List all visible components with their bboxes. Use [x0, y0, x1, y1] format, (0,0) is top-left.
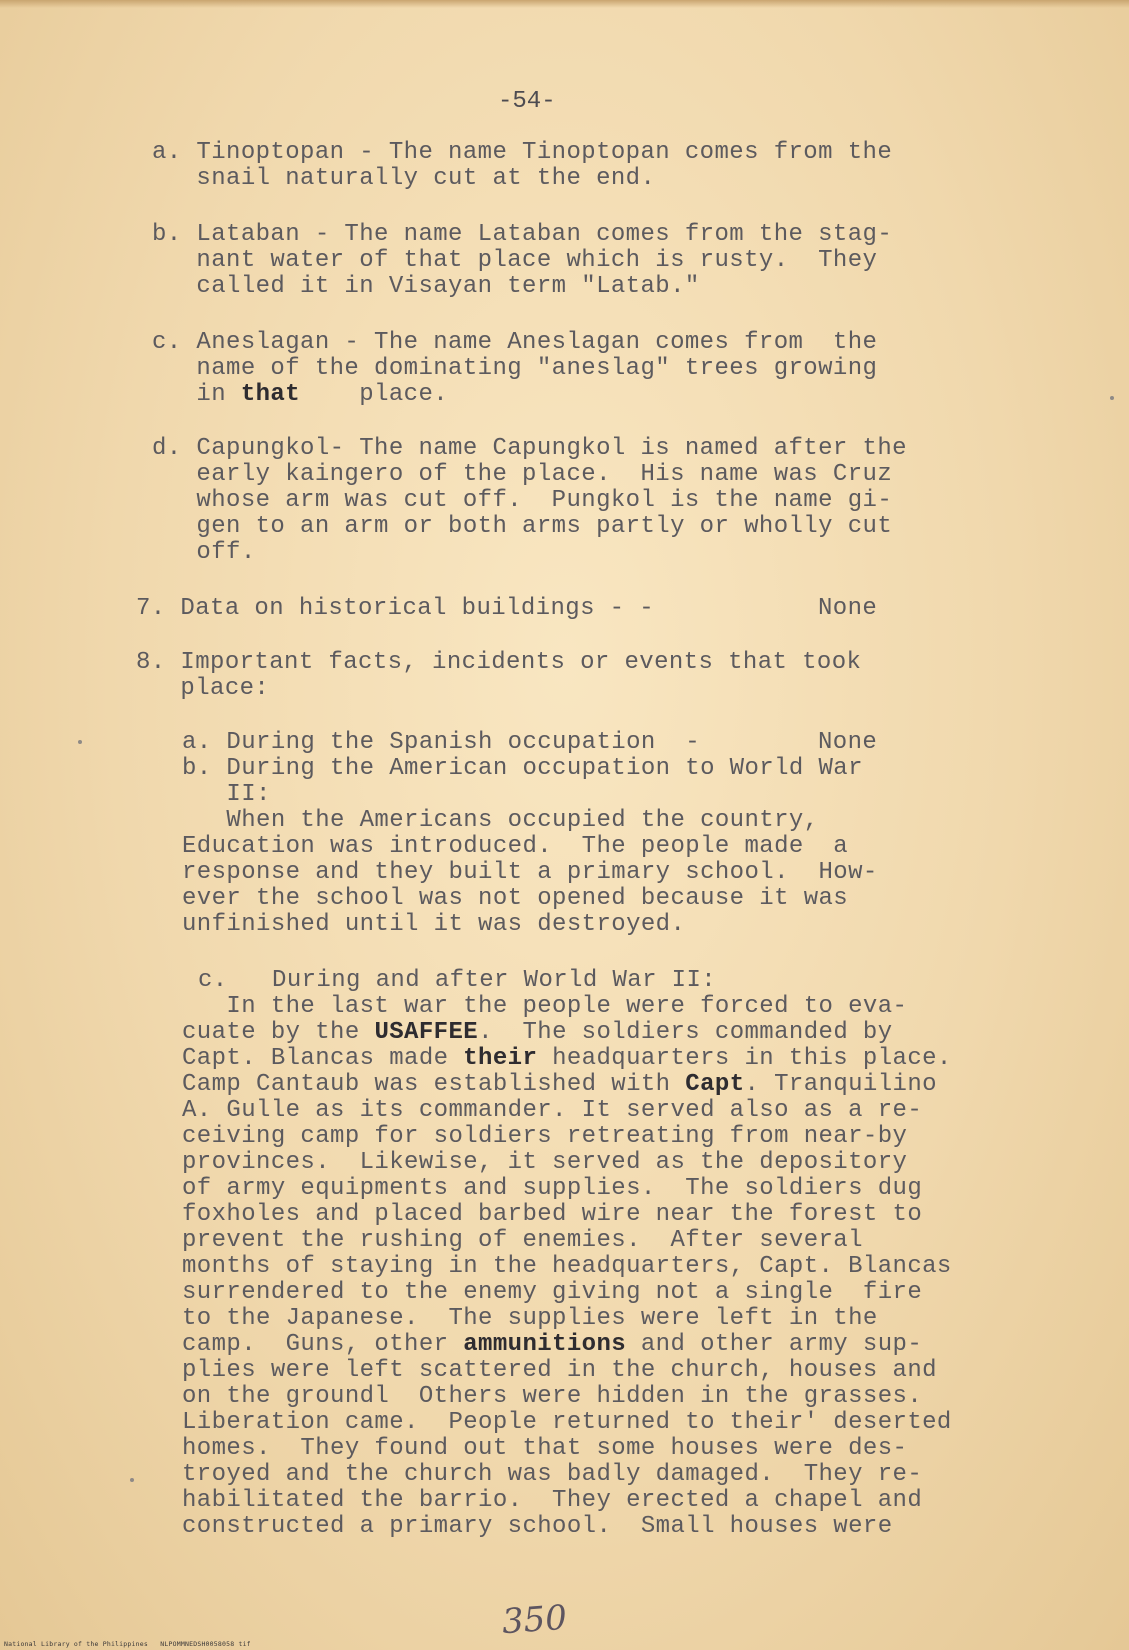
wartime-line-2-start: cuate by the: [182, 1019, 375, 1046]
wartime-line-4-end: . Tranquilino: [744, 1071, 937, 1098]
american-paragraph-line-4: ever the school was not opened because it was: [182, 885, 849, 912]
american-paragraph-line-1: When the Americans occupied the country,: [182, 807, 819, 834]
item-d-line-1: d. Capungkol- The name Capungkol is named after the: [152, 435, 907, 462]
item-b-line-2: nant water of that place which is rusty. They: [152, 247, 878, 274]
wartime-line-16: on the groundl Others were hidden in the grasses.: [182, 1383, 923, 1410]
wartime-line-9: foxholes and placed barbed wire near the forest to: [182, 1201, 923, 1228]
wartime-line-11: months of staying in the headquarters, Capt. Blancas: [182, 1253, 952, 1280]
wartime-line-7: provinces. Likewise, it served as the depository: [182, 1149, 908, 1176]
item-c-line-3: in that place.: [152, 381, 449, 408]
item-d-line-2: early kaingero of the place. His name was Cruz: [152, 461, 893, 488]
item-d-line-5: off.: [152, 539, 256, 566]
american-occupation-line-2: II:: [182, 781, 271, 808]
wartime-line-14: [182, 1332, 922, 1358]
wartime-line-12: surrendered to the enemy giving not a single fire: [182, 1279, 923, 1306]
wartime-line-3-end: headquarters in this place.: [537, 1045, 952, 1072]
item-c-line-2: name of the dominating "aneslag" trees growing: [152, 355, 878, 382]
stray-mark: [130, 1478, 134, 1482]
wartime-line-15: plies were left scattered in the church, houses and: [182, 1357, 937, 1384]
wartime-line-6: ceiving camp for soldiers retreating from near-by: [182, 1123, 908, 1150]
wartime-line-21: constructed a primary school. Small houses were: [182, 1513, 893, 1540]
wartime-line-4: [182, 1072, 937, 1098]
item-8-line-1: 8. Important facts, incidents or events that took: [136, 649, 862, 676]
wartime-line-18: homes. They found out that some houses were des-: [182, 1435, 908, 1462]
page-number: -54-: [498, 88, 556, 115]
bold-word-ammunitions: ammunitions: [463, 1331, 627, 1358]
item-a-line-2: snail naturally cut at the end.: [152, 165, 656, 192]
item-8-line-2: place:: [136, 675, 270, 702]
wartime-line-2: [182, 1020, 893, 1046]
bold-word-capt: Capt: [685, 1071, 745, 1098]
wartime-line-2-end: . The soldiers commanded by: [478, 1019, 893, 1046]
american-paragraph-line-5: unfinished until it was destroyed.: [182, 911, 686, 938]
page-top-fold: [0, 0, 1129, 8]
item-b-line-3: called it in Visayan term "Latab.": [152, 273, 700, 300]
item-c-line-1: c. Aneslagan - The name Aneslagan comes from the: [152, 329, 878, 356]
footer-source-line: National Library of the Philippines NLPOMMNEDSH0058058 tif: [4, 1640, 251, 1648]
wartime-line-13: to the Japanese. The supplies were left in the: [182, 1305, 878, 1332]
wartime-heading: c. During and after World War II:: [198, 967, 717, 994]
wartime-line-14-end: and other army sup-: [626, 1331, 923, 1358]
wartime-line-8: of army equipments and supplies. The soldiers dug: [182, 1175, 923, 1202]
wartime-line-19: troyed and the church was badly damaged. They re-: [182, 1461, 923, 1488]
wartime-line-4-start: Camp Cantaub was established with: [182, 1071, 686, 1098]
wartime-line-3: [182, 1046, 952, 1072]
item-b-line-1: b. Lataban - The name Lataban comes from the stag-: [152, 221, 893, 248]
stray-mark: [1110, 396, 1114, 400]
wartime-line-1: In the last war the people were forced to eva-: [182, 993, 908, 1020]
spanish-occupation-label: a. During the Spanish occupation -: [182, 729, 701, 756]
wartime-line-3-start: Capt. Blancas made: [182, 1045, 464, 1072]
item-a-line-1: a. Tinoptopan - The name Tinoptopan comes from the: [152, 139, 893, 166]
american-paragraph-line-2: Education was introduced. The people made a: [182, 833, 849, 860]
item-d-line-3: whose arm was cut off. Pungkol is the name gi-: [152, 487, 893, 514]
bold-word-usaffe: USAFFEE: [374, 1019, 479, 1046]
wartime-line-10: prevent the rushing of enemies. After several: [182, 1227, 863, 1254]
wartime-line-17: Liberation came. People returned to their' deserted: [182, 1409, 952, 1436]
bold-word-their: their: [463, 1045, 538, 1072]
american-paragraph-line-3: response and they built a primary school. How-: [182, 859, 878, 886]
stray-mark: [78, 740, 82, 744]
wartime-line-14-start: camp. Guns, other: [182, 1331, 464, 1358]
item-7-label: 7. Data on historical buildings - -: [136, 595, 655, 622]
handwritten-page-number: 350: [500, 1597, 569, 1643]
wartime-line-5: A. Gulle as its commander. It served also as a re-: [182, 1097, 923, 1124]
item-d-line-4: gen to an arm or both arms partly or wholly cut: [152, 513, 893, 540]
american-occupation-line-1: b. During the American occupation to World War: [182, 755, 863, 782]
item-c-line-3-rest: place.: [314, 381, 449, 408]
item-7-value: None: [818, 595, 878, 622]
bold-word-that: that: [240, 381, 301, 408]
wartime-line-20: habilitated the barrio. They erected a chapel and: [182, 1487, 923, 1514]
spanish-occupation-value: None: [818, 729, 878, 756]
